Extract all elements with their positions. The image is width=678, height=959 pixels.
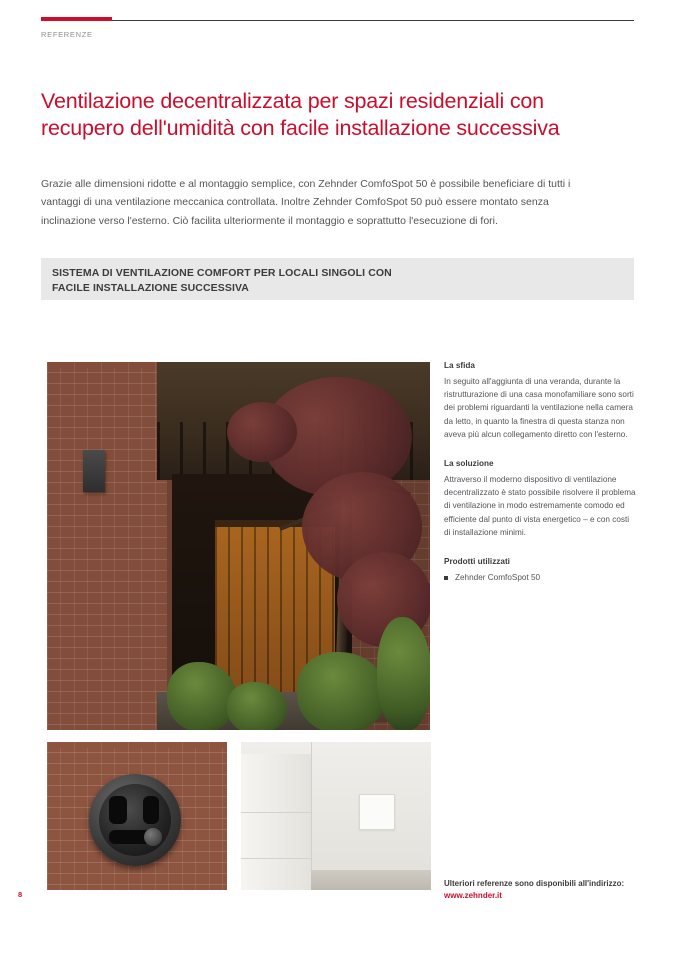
cabinet-seam (241, 812, 311, 813)
exterior-vent-cover (83, 450, 105, 492)
shrub (377, 617, 430, 730)
footer-note: Ulteriori referenze sono disponibili all'indirizzo: (444, 879, 625, 888)
page-title-line-1: Ventilazione decentralizzata per spazi residenziali con (41, 89, 544, 114)
page-title (41, 88, 641, 142)
brick-wall-left (47, 362, 167, 730)
shrub (167, 662, 237, 730)
wall-corner (311, 742, 312, 890)
subtitle-banner-text (52, 266, 612, 296)
intro-paragraph: Grazie alle dimensioni ridotte e al montaggio semplice, con Zehnder ComfoSpot 50 è possibile beneficiare di tutti i vantaggi di una ventilazione meccanica controllata. Inoltre Zehnder ComfoSpot 50 può essere montato senza inclinazione verso l'esterno. Ciò facilita ulteriormente il montaggio e soprattutto l'esecuzione di fori. (41, 177, 571, 227)
challenge-heading: La sfida (444, 361, 475, 370)
section-label: REFERENZE (41, 30, 93, 39)
case-study-column (444, 360, 636, 584)
header-divider (41, 20, 634, 21)
vent-slot (143, 796, 159, 824)
solution-heading: La soluzione (444, 459, 494, 469)
vent-knob (144, 828, 162, 846)
header-accent-bar (41, 17, 112, 21)
products-heading: Prodotti utilizzati (444, 557, 510, 567)
indoor-vent-cover (359, 794, 395, 830)
photo-house-exterior (47, 362, 430, 730)
photo-outdoor-vent-detail (47, 742, 227, 890)
products-list (444, 571, 636, 584)
floor (311, 870, 431, 890)
footer-url-link[interactable]: www.zehnder.it (444, 891, 502, 900)
solution-text: Attraverso il moderno dispositivo di ventilazione decentralizzato è stato possibile risolvere il problema di ventilazione in modo estremamente comodo ed efficiente dal punto di vista energetico – e con costi di installazione minimi. (444, 475, 636, 537)
challenge-text: In seguito all'aggiunta di una veranda, durante la ristrutturazione di una casa monofamiliare sono sorti dei problemi riguardanti la ventilazione nella camera da letto, in quanto la finestra di questa stanza non aveva più alcun collegamento diretto con l'esterno. (444, 377, 634, 439)
page-number: 8 (18, 890, 23, 899)
list-item: Zehnder ComfoSpot 50 (444, 571, 636, 584)
photo-indoor-vent-detail (241, 742, 431, 890)
white-cabinet (241, 754, 312, 890)
shrub (227, 682, 287, 730)
cabinet-seam (241, 858, 311, 859)
subtitle-line-1: SISTEMA DI VENTILAZIONE COMFORT PER LOCALI SINGOLI CON (52, 267, 392, 279)
subtitle-line-2: FACILE INSTALLAZIONE SUCCESSIVA (52, 282, 249, 294)
vent-slot (109, 796, 127, 824)
page-title-line-2: recupero dell'umidità con facile installazione successiva (41, 116, 560, 141)
tree-foliage (227, 402, 297, 462)
